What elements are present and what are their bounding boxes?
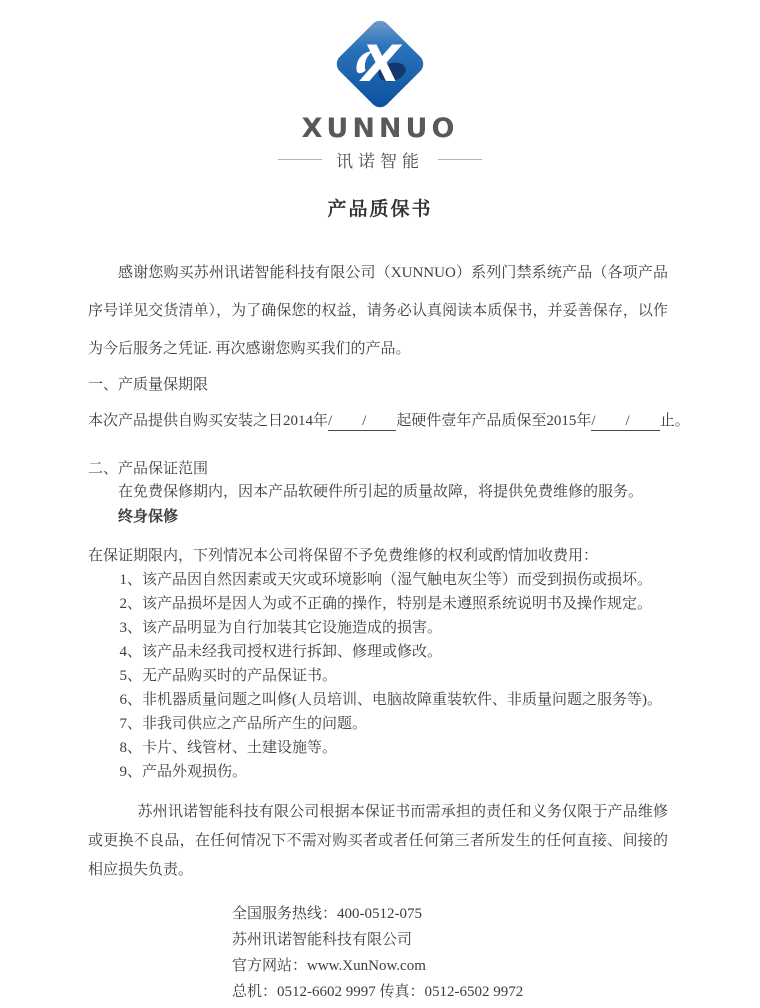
warranty-text-part3: 止。 [659,413,690,429]
exclusion-item: 8、卡片、线管材、土建设施等。 [119,740,338,756]
free-service-line: 在免费保修期内，因本产品软硬件所引起的质量故障，将提供免费维修的服务。 [118,484,644,500]
exclusion-intro: 在保证期限内，下列情况本公司将保留不予免费维修的权利或酌情加收费用： [88,548,599,564]
intro-paragraph: 感谢您购买苏州讯诺智能科技有限公司（XUNNUO）系列门禁系统产品（各项产品序号详见交货清单），为了确保您的权益，请务必认真阅读本质保书，并妥善保存，以作为今后服务之凭证. 再次感谢您购买我们的产品。 [88,265,668,357]
section1-heading: 一、产质量保期限 [88,377,209,393]
company-name-line: 苏州讯诺智能科技有限公司 [232,932,413,948]
xunnuo-logo-icon [330,14,430,114]
document-content [88,254,690,885]
exclusion-item: 1、该产品因自然因素或天灾或环境影响（湿气触电灰尘等）而受到损伤或损坏。 [119,572,653,588]
warranty-text-part1: 本次产品提供自购买安装之日2014年 [88,413,329,429]
brand-name-cn-row [0,147,760,171]
brand-name-cn: 讯诺智能 [336,151,424,171]
exclusion-item: 9、产品外观损伤。 [119,764,248,780]
left-rule-divider [278,159,322,160]
lifetime-warranty-line: 终身保修 [118,509,179,525]
exclusion-item: 5、无产品购买时的产品保证书。 [119,668,338,684]
exclusion-item: 3、该产品明显为自行加装其它设施造成的损害。 [119,620,443,636]
service-hotline-line: 全国服务热线：400-0512-075 [232,906,422,922]
warranty-period-line [88,411,690,431]
website-line: 官方网站：www.XunNow.com [232,958,426,974]
warranty-date-blank-end: / / [591,413,660,429]
exclusion-item: 6、非机器质量问题之叫修(人员培训、电脑故障重装软件、非质量问题之服务等)。 [119,692,662,708]
exclusion-item: 2、该产品损坏是因人为或不正确的操作，特别是未遵照系统说明书及操作规定。 [119,596,653,612]
phone-fax-line: 总机：0512-6602 9997 传真：0512-6502 9972 [232,984,524,1000]
warranty-date-blank-start: / / [328,413,397,429]
liability-paragraph: 苏州讯诺智能科技有限公司根据本保证书而需承担的责任和义务仅限于产品维修或更换不良品，在任何情况下不需对购买者或者任何第三者所发生的任何直接、间接的相应损失负责。 [88,804,668,878]
logo-block [0,14,760,171]
right-rule-divider [438,159,482,160]
section2-heading: 二、产品保证范围 [88,461,209,477]
warranty-text-part2: 起硬件壹年产品质保至2015年 [396,413,592,429]
exclusion-item: 4、该产品未经我司授权进行拆卸、修理或修改。 [119,644,443,660]
page-title: 产品质保书 [327,199,433,220]
logo-x-letter: X [361,35,401,93]
brand-name: XUNNUO [301,113,459,144]
footer-contact-block [232,901,760,1005]
exclusion-item: 7、非我司供应之产品所产生的问题。 [119,716,368,732]
exclusion-list [88,568,668,784]
